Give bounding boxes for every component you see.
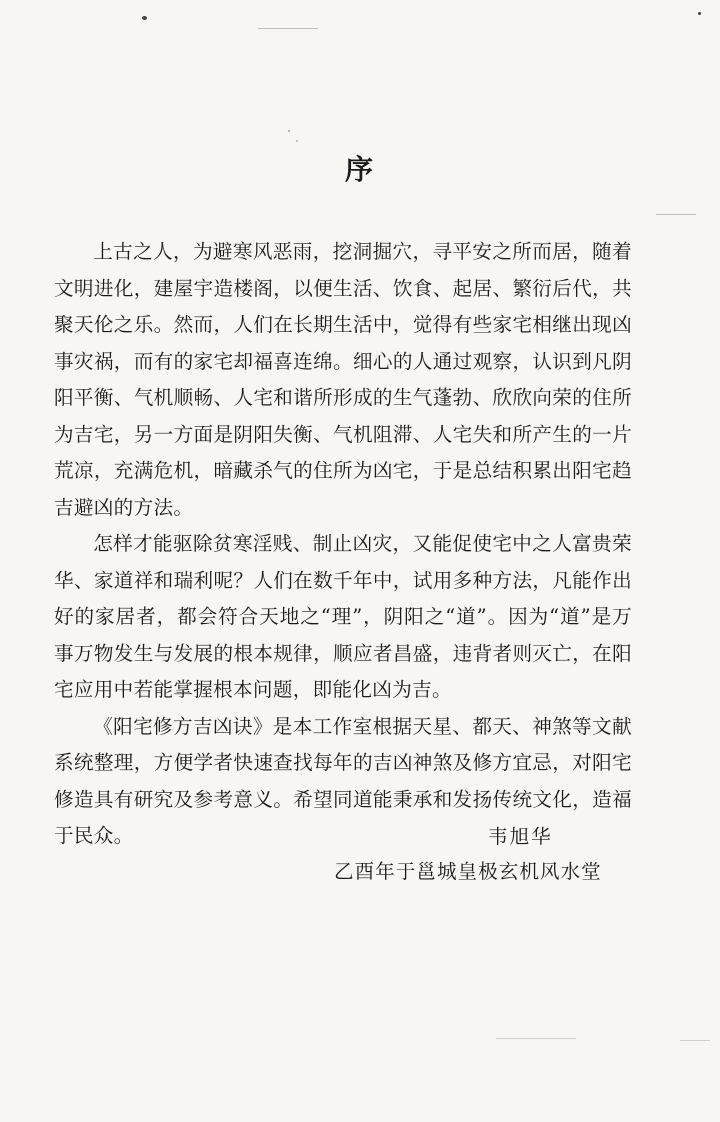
scan-speck <box>288 130 290 132</box>
paragraph: 怎样才能驱除贫寒淫贱、制止凶灾，又能促使宅中之人富贵荣华、家道祥和瑞利呢？人们在数千年中，试用多种方法，凡能作出好的家居者，都会符合天地之“理”，阴阳之“道”。因为“道”是万事万物发生与发展的根本规律，顺应者昌盛，违背者则灭亡，在阳宅应用中若能掌握根本问题，即能化凶为吉。 <box>54 532 632 701</box>
paragraph: 上古之人，为避寒风恶雨，挖洞掘穴，寻平安之所而居，随着文明进化，建屋宇造楼阁，以便生活、饮食、起居、繁衍后代，共聚天伦之乐。然而，人们在长期生活中，觉得有些家宅相继出现凶事灾祸，而有的家宅却福喜连绵。细心的人通过观察，认识到凡阴阳平衡、气机顺畅、人宅和谐所形成的生气蓬勃、欣欣向荣的住所为吉宅，另一方面是阴阳失衡、气机阻滞、人宅失和所产生的一片荒凉，充满危机，暗藏杀气的住所为凶宅，于是总结积累出阳宅趋吉避凶的方法。 <box>54 240 632 519</box>
signature-place-date: 乙酉年于邕城皇极玄机风水堂 <box>334 860 602 883</box>
paragraph: 《阳宅修方吉凶诀》是本工作室根据天星、都天、神煞等文献系统整理，方便学者快速查找每年的吉凶神煞及修方宜忌，对阳宅修造具有研究及参考意义。希望同道能秉承和发扬传统文化，造福于民众。 <box>54 714 632 847</box>
scan-speck <box>142 16 147 20</box>
scan-scratch <box>496 1038 576 1039</box>
scan-scratch <box>258 28 318 29</box>
scan-speck <box>698 12 701 15</box>
scan-scratch <box>680 1040 710 1041</box>
page-title: 序 <box>344 153 375 186</box>
preface-body <box>54 234 632 855</box>
scan-scratch <box>656 214 696 215</box>
signature-author: 韦旭华 <box>488 825 553 848</box>
scan-speck <box>296 140 298 142</box>
